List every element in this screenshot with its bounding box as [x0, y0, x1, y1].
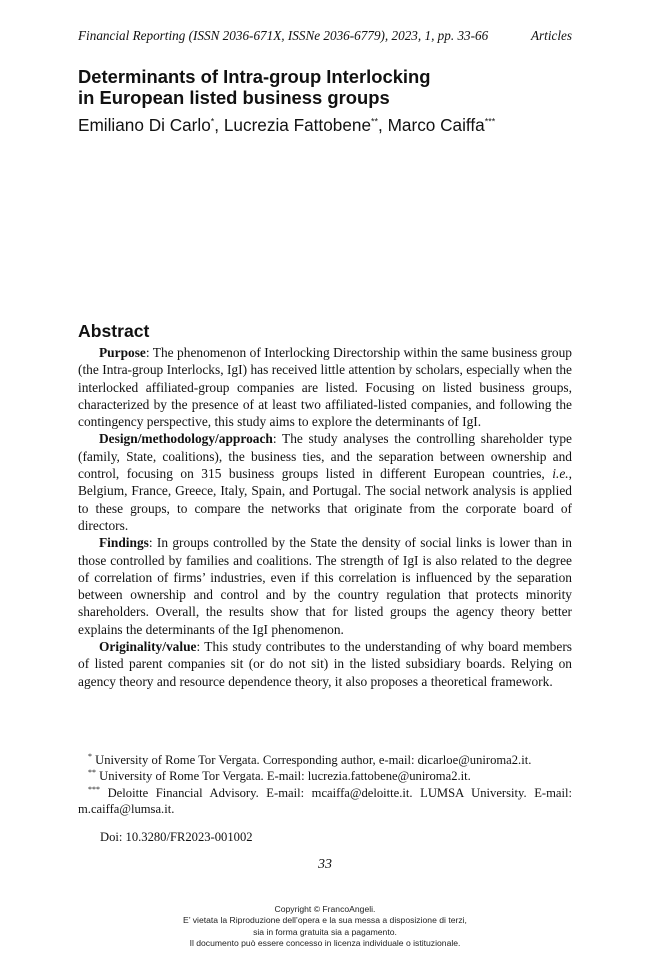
paragraph-text: : The phenomenon of Interlocking Directorship within the same business group (the Intra-group Interlocks, IgI) has received little attention by scholars, especially when the interlocked affiliated-group companies are listed. Focusing on listed business groups, characterized by the presence of at least two affiliated-listed companies, and following the contingency perspective, this study aims to explore the determinants of IgI.	[78, 345, 572, 430]
footnote	[78, 768, 572, 784]
copyright-line: sia in forma gratuita sia a pagamento.	[253, 926, 397, 937]
abstract-body	[78, 344, 572, 690]
footnotes	[78, 752, 572, 818]
running-head	[78, 28, 572, 44]
paper-title	[78, 67, 578, 108]
paragraph-label: Originality/value	[99, 639, 197, 655]
author-affiliation-mark: ***	[484, 116, 496, 127]
section-label: Articles	[530, 28, 572, 43]
abstract-paragraph-findings	[78, 534, 572, 638]
footnote-mark: **	[88, 768, 96, 778]
paragraph-label: Findings	[99, 535, 149, 551]
footnote-text: Deloitte Financial Advisory. E-mail: mcaiffa@deloitte.it. LUMSA University. E-mail: m.caiffa@lumsa.it.	[78, 785, 572, 817]
author-affiliation-mark: *	[210, 116, 215, 127]
author-name: Marco Caiffa	[387, 115, 485, 135]
abstract-paragraph-originality	[78, 638, 572, 690]
paragraph-text: : This study contributes to the understanding of why board members of listed parent companies sit (or do not sit) in the listed subsidiary boards. Relying on agency theory and resource dependence theory, it also proposes a theoretical framework.	[78, 639, 572, 689]
paragraph-label: Purpose	[99, 345, 146, 360]
copyright-line: Copyright © FrancoAngeli.	[274, 904, 376, 914]
copyright-line: E’ vietata la Riproduzione dell’opera e la sua messa a disposizione di terzi,	[183, 915, 467, 926]
footnote-text: University of Rome Tor Vergata. E-mail: lucrezia.fattobene@uniroma2.it.	[96, 769, 471, 784]
footnote-mark: ***	[88, 784, 100, 794]
paragraph-italic: i.e.	[552, 466, 569, 482]
author-name: Lucrezia Fattobene	[223, 115, 372, 135]
author-name: Emiliano Di Carlo	[78, 115, 211, 135]
paragraph-text: : In groups controlled by the State the density of social links is lower than in those controlled by families and coalitions. The strength of IgI is also related to the degree of correlation of firms’ industries, even if this correlation is influenced by the separation between ownership and control and by the country regulation that protects minority shareholders. Overall, the results show that for listed groups the agency theory better explains the determinants of the IgI phenomenon.	[78, 535, 572, 637]
title-line-2: in European listed business groups	[78, 86, 390, 108]
paragraph-label: Design/methodology/approach	[99, 431, 273, 447]
journal-citation: Financial Reporting (ISSN 2036-671X, ISSNe 2036-6779), 2023, 1, pp. 33-66	[78, 28, 489, 43]
footnote-mark: *	[88, 751, 92, 761]
footnote-text: University of Rome Tor Vergata. Corresponding author, e-mail: dicarloe@uniroma2.it.	[92, 753, 532, 767]
title-line-1: Determinants of Intra-group Interlocking	[78, 66, 431, 87]
footnote	[78, 752, 572, 768]
paragraph-text: , Belgium, France, Greece, Italy, Spain, and Portugal. The social network analysis is applied to these groups, to compare the networks that originate from the corporate board of directors.	[78, 466, 572, 533]
author-separator: ,	[378, 115, 388, 135]
author-separator: ,	[214, 115, 224, 135]
author-list	[78, 114, 598, 136]
page-number: 33	[318, 857, 332, 872]
abstract-paragraph-purpose	[78, 344, 572, 430]
footnote	[78, 785, 572, 818]
author-affiliation-mark: **	[371, 116, 379, 127]
paragraph-text: : The study analyses the controlling shareholder type (family, State, coalitions), the business ties, and the separation between ownership and control, focusing on 315 business groups listed in different European countries,	[78, 431, 572, 482]
copyright-line: Il documento può essere concesso in licenza individuale o istituzionale.	[189, 938, 461, 949]
abstract-paragraph-design	[78, 430, 572, 534]
abstract-heading: Abstract	[78, 321, 150, 341]
doi: Doi: 10.3280/FR2023-001002	[100, 830, 253, 844]
copyright-notice	[0, 904, 650, 950]
